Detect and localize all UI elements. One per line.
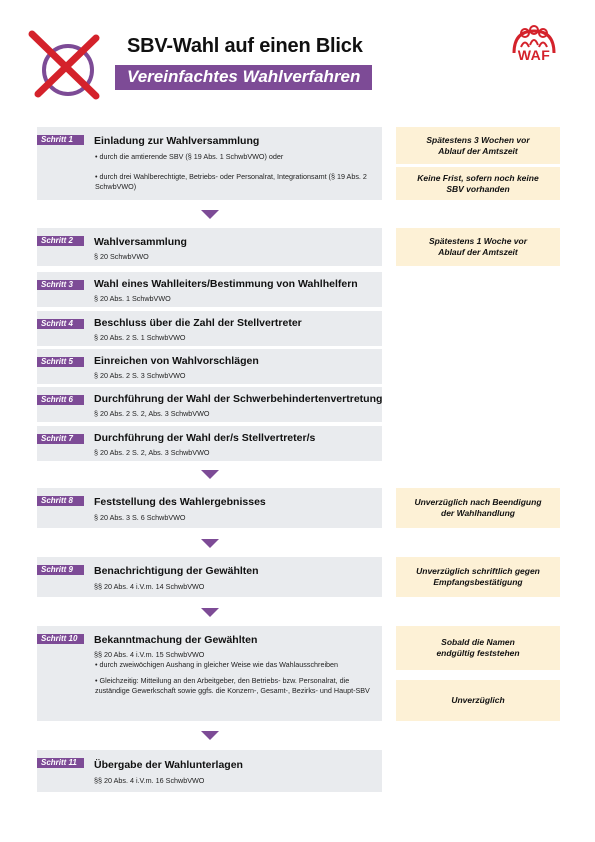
flow-arrow xyxy=(201,731,219,740)
note-text: Unverzüglich nach Beendigung der Wahlhandlung xyxy=(414,497,542,518)
note-text: Spätestens 3 Wochen vor Ablauf der Amtszeit xyxy=(426,134,530,156)
step-badge: Schritt 5 xyxy=(37,357,84,367)
flow-arrow xyxy=(201,608,219,617)
step-6 xyxy=(37,387,382,422)
flow-arrow xyxy=(201,539,219,548)
page-title: SBV-Wahl auf einen Blick xyxy=(127,35,363,57)
step-title: Einreichen von Wahlvorschlägen xyxy=(94,355,259,367)
step-badge: Schritt 7 xyxy=(37,434,84,444)
step-2 xyxy=(37,228,382,266)
step-badge: Schritt 2 xyxy=(37,236,84,246)
step-4 xyxy=(37,311,382,346)
step-reference: § 20 Abs. 1 SchwbVWO xyxy=(94,294,171,303)
step-title: Durchführung der Wahl der Schwerbehindertenvertretung xyxy=(94,393,383,405)
step-title: Benachrichtigung der Gewählten xyxy=(94,565,259,577)
waf-logo-text: WAF xyxy=(517,47,551,63)
note-text: Sobald die Namen endgültig feststehen xyxy=(436,637,520,658)
note-text: Spätestens 1 Woche vor Ablauf der Amtszeit xyxy=(428,236,528,257)
step-reference: § 20 Abs. 2 S. 1 SchwbVWO xyxy=(94,333,186,342)
note-text: Unverzüglich schriftlich gegen Empfangsbestätigung xyxy=(416,566,540,587)
step-5 xyxy=(37,349,382,384)
flow-arrow xyxy=(201,470,219,479)
step-reference: § 20 Abs. 2 S. 2, Abs. 3 SchwbVWO xyxy=(94,409,210,418)
flow-arrow xyxy=(201,210,219,219)
step-7 xyxy=(37,426,382,461)
step-bullet: • durch die amtierende SBV (§ 19 Abs. 1 SchwbVWO) oder xyxy=(95,152,284,161)
note-step-9 xyxy=(396,557,560,597)
step-bullet: • durch drei Wahlberechtigte, Betriebs- oder Personalrat, Integrationsamt (§ 19 Abs. 2 SchwbVWO) xyxy=(95,172,367,191)
step-title: Übergabe der Wahlunterlagen xyxy=(94,759,243,771)
step-title: Wahl eines Wahlleiters/Bestimmung von Wahlhelfern xyxy=(94,278,358,290)
step-badge: Schritt 6 xyxy=(37,395,84,405)
step-bullet: • Gleichzeitig: Mitteilung an den Arbeitgeber, den Betriebs- bzw. Personalrat, die zuständige Gewerkschaft sowie ggfs. die Konzern-, Gesamt-, Bezirks- und Haupt-SBV xyxy=(95,676,370,695)
note-step-1a xyxy=(396,127,560,164)
step-reference: § 20 Abs. 2 S. 3 SchwbVWO xyxy=(94,371,186,380)
step-reference: §§ 20 Abs. 4 i.V.m. 15 SchwbVWO xyxy=(94,650,205,659)
note-text: Unverzüglich xyxy=(451,695,505,705)
note-step-2 xyxy=(396,228,560,266)
step-title: Wahlversammlung xyxy=(94,236,187,248)
step-11 xyxy=(37,750,382,792)
step-reference: § 20 Abs. 3 S. 6 SchwbVWO xyxy=(94,513,186,522)
step-reference: § 20 Abs. 2 S. 2, Abs. 3 SchwbVWO xyxy=(94,448,210,457)
step-badge: Schritt 11 xyxy=(37,758,84,768)
step-3 xyxy=(37,272,382,307)
step-8 xyxy=(37,488,382,528)
step-10 xyxy=(37,626,382,721)
step-1 xyxy=(37,127,382,200)
step-9 xyxy=(37,557,382,597)
step-bullet: • durch zweiwöchigen Aushang in gleicher Weise wie das Wahlausschreiben xyxy=(95,660,339,669)
step-badge: Schritt 4 xyxy=(37,319,84,329)
step-reference: §§ 20 Abs. 4 i.V.m. 14 SchwbVWO xyxy=(94,582,205,591)
note-text: Keine Frist, sofern noch keine SBV vorhanden xyxy=(417,172,539,194)
step-reference: §§ 20 Abs. 4 i.V.m. 16 SchwbVWO xyxy=(94,776,205,785)
step-badge: Schritt 1 xyxy=(37,135,84,145)
step-title: Einladung zur Wahlversammlung xyxy=(94,135,260,147)
note-step-10b xyxy=(396,680,560,721)
step-badge: Schritt 9 xyxy=(37,565,84,575)
page-subtitle: Vereinfachtes Wahlverfahren xyxy=(115,65,372,90)
ballot-cross-logo xyxy=(26,28,106,100)
note-step-10a xyxy=(396,626,560,670)
note-step-1b xyxy=(396,167,560,200)
step-badge: Schritt 3 xyxy=(37,280,84,290)
step-title: Beschluss über die Zahl der Stellvertreter xyxy=(94,317,302,329)
step-title: Durchführung der Wahl der/s Stellvertreter/s xyxy=(94,432,316,444)
step-title: Bekanntmachung der Gewählten xyxy=(94,634,258,646)
note-step-8 xyxy=(396,488,560,528)
step-badge: Schritt 8 xyxy=(37,496,84,506)
step-title: Feststellung des Wahlergebnisses xyxy=(94,496,266,508)
step-reference: § 20 SchwbVWO xyxy=(94,252,149,261)
step-badge: Schritt 10 xyxy=(37,634,84,644)
